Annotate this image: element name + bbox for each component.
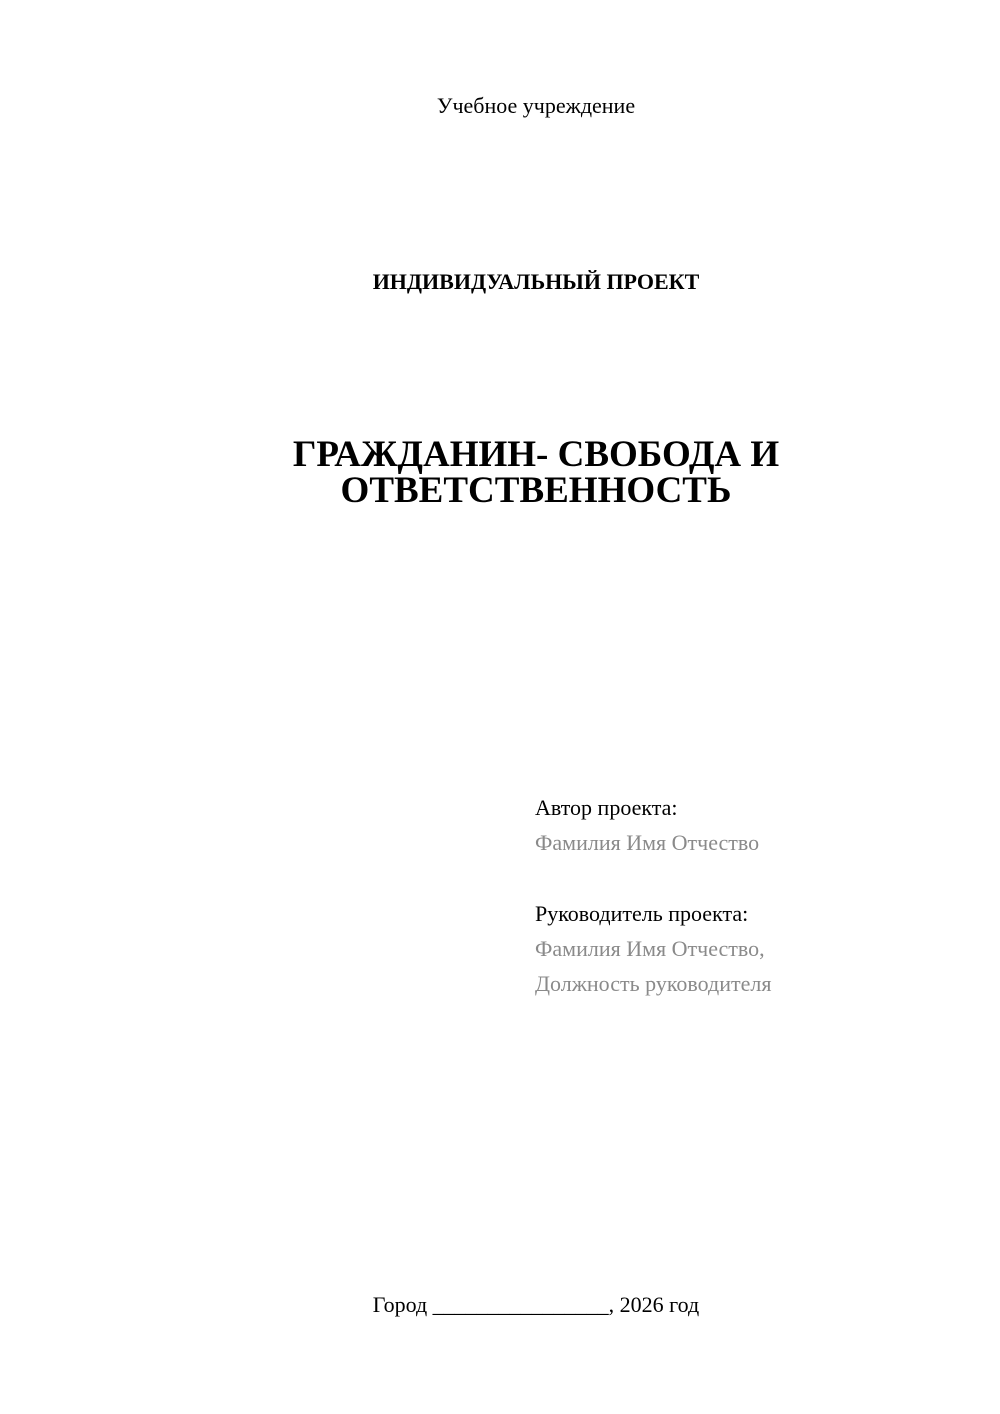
project-title-line-2: ОТВЕТСТВЕННОСТЬ xyxy=(340,470,732,511)
credits-spacer xyxy=(535,860,975,896)
author-label: Автор проекта: xyxy=(535,795,678,820)
project-title-line-1: ГРАЖДАНИН- СВОБОДА И xyxy=(292,434,780,475)
supervisor-label: Руководитель проекта: xyxy=(535,901,749,926)
project-credits xyxy=(535,790,975,1001)
author-name: Фамилия Имя Отчество xyxy=(535,830,760,855)
document-type: ИНДИВИДУАЛЬНЫЙ ПРОЕКТ xyxy=(372,269,700,294)
project-title xyxy=(0,434,1000,511)
city-year-line: Город ________________, 2026 год xyxy=(372,1292,700,1317)
institution-name: Учебное учреждение xyxy=(436,93,636,118)
supervisor-position: Должность руководителя xyxy=(535,971,772,996)
supervisor-name: Фамилия Имя Отчество, xyxy=(535,936,765,961)
